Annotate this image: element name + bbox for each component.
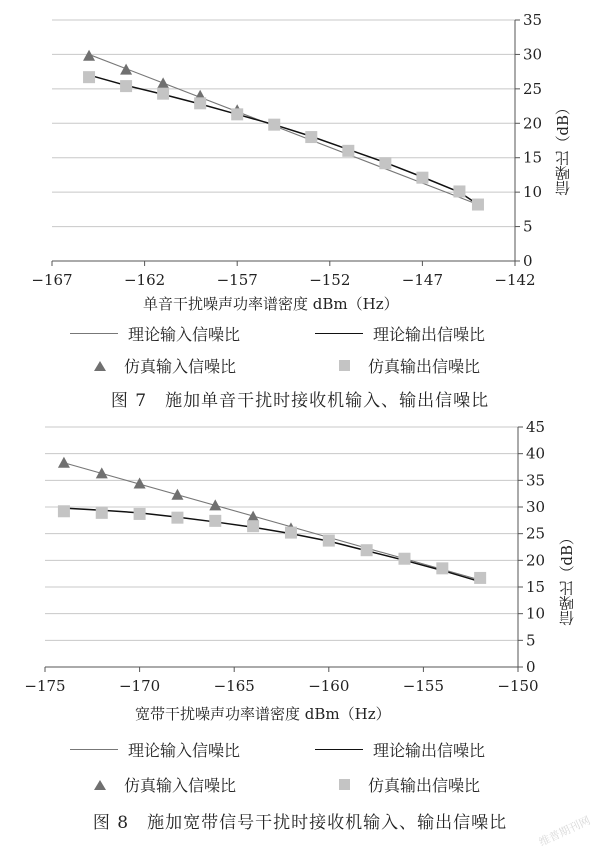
x-tick-label: −175 bbox=[24, 677, 66, 695]
sim-output-point bbox=[361, 544, 373, 556]
figure-8-caption: 图 8 施加宽带信号干扰时接收机输入、输出信噪比 bbox=[92, 813, 508, 833]
series-theory-output-line bbox=[64, 508, 480, 582]
y-tick-label: 5 bbox=[523, 217, 533, 236]
legend-label: 理论输入信噪比 bbox=[128, 325, 241, 344]
y-tick-label: 25 bbox=[523, 79, 543, 98]
sim-output-point bbox=[231, 108, 243, 120]
figure-7-caption: 图 7 施加单音干扰时接收机输入、输出信噪比 bbox=[110, 391, 490, 411]
sim-output-point bbox=[157, 88, 169, 100]
y-tick-label: 40 bbox=[526, 444, 546, 463]
x-tick-label: −152 bbox=[309, 271, 351, 289]
sim-output-point bbox=[474, 572, 486, 584]
watermark: 维普期刊网 bbox=[537, 813, 593, 849]
legend-label: 仿真输入信噪比 bbox=[124, 357, 237, 376]
chart-1-ylabel: 信噪比（dB） bbox=[554, 100, 572, 196]
legend-line-theory-output bbox=[315, 749, 363, 750]
legend-line-theory-output bbox=[315, 333, 363, 334]
sim-output-point bbox=[305, 131, 317, 143]
y-tick-label: 20 bbox=[523, 114, 543, 133]
y-tick-label: 10 bbox=[526, 604, 546, 623]
sim-output-point bbox=[268, 119, 280, 131]
legend-label: 理论输出信噪比 bbox=[373, 741, 486, 760]
triangle-icon bbox=[94, 780, 106, 790]
y-tick-label: 30 bbox=[526, 498, 546, 516]
sim-input-point bbox=[171, 489, 183, 500]
sim-output-point bbox=[453, 185, 465, 197]
x-tick-label: −150 bbox=[497, 677, 539, 695]
triangle-icon bbox=[94, 361, 106, 371]
square-icon bbox=[339, 779, 350, 790]
y-tick-label: 5 bbox=[526, 631, 536, 650]
sim-output-point bbox=[323, 535, 335, 547]
y-tick-label: 35 bbox=[526, 471, 546, 490]
sim-output-point bbox=[209, 515, 221, 527]
figure-7 bbox=[0, 0, 600, 420]
sim-input-point bbox=[58, 457, 70, 468]
x-tick-label: −167 bbox=[31, 271, 73, 289]
legend-theory-input bbox=[70, 738, 240, 761]
sim-output-point bbox=[96, 507, 108, 519]
legend-line-theory-input bbox=[70, 749, 118, 750]
legend-label: 仿真输出信噪比 bbox=[368, 776, 481, 795]
sim-input-point bbox=[247, 511, 259, 522]
y-tick-label: 30 bbox=[523, 45, 543, 64]
sim-output-point bbox=[194, 97, 206, 109]
sim-output-point bbox=[379, 157, 391, 169]
legend-line-theory-input bbox=[70, 333, 118, 334]
legend-label: 理论输出信噪比 bbox=[373, 325, 486, 344]
legend-sim-output bbox=[315, 354, 480, 377]
sim-output-point bbox=[247, 520, 259, 532]
chart-1-xlabel: 单音干扰噪声功率谱密度 dBm（Hz） bbox=[143, 295, 399, 313]
y-tick-label: 15 bbox=[523, 148, 543, 167]
legend-sim-input bbox=[70, 773, 236, 796]
sim-output-point bbox=[120, 80, 132, 92]
chart-2-ylabel: 信噪比（dB） bbox=[558, 530, 576, 626]
legend-sim-input bbox=[70, 354, 236, 377]
sim-input-point bbox=[209, 499, 221, 510]
square-icon bbox=[339, 360, 350, 371]
sim-output-point bbox=[416, 172, 428, 184]
sim-output-point bbox=[171, 512, 183, 524]
legend-label: 理论输入信噪比 bbox=[128, 741, 241, 760]
y-tick-label: 0 bbox=[523, 252, 533, 270]
sim-output-point bbox=[134, 508, 146, 520]
sim-output-point bbox=[398, 553, 410, 565]
x-tick-label: −162 bbox=[123, 271, 166, 289]
y-tick-label: 20 bbox=[526, 551, 546, 570]
series-theory-output-line bbox=[89, 75, 478, 204]
legend-label: 仿真输入信噪比 bbox=[124, 776, 237, 795]
y-tick-label: 25 bbox=[526, 524, 546, 543]
sim-output-point bbox=[58, 505, 70, 517]
legend-theory-output bbox=[315, 738, 485, 761]
y-tick-label: 0 bbox=[526, 658, 536, 676]
y-tick-label: 45 bbox=[526, 420, 546, 436]
sim-input-point bbox=[120, 64, 132, 75]
figure-8 bbox=[0, 420, 600, 849]
x-tick-label: −157 bbox=[216, 271, 258, 289]
sim-output-point bbox=[436, 562, 448, 574]
sim-output-point bbox=[472, 199, 484, 211]
x-tick-label: −142 bbox=[494, 271, 536, 289]
x-tick-label: −155 bbox=[402, 677, 445, 695]
y-tick-label: 10 bbox=[523, 183, 543, 202]
x-tick-label: −170 bbox=[118, 677, 161, 695]
legend-theory-input bbox=[70, 322, 240, 345]
sim-input-point bbox=[96, 467, 108, 478]
legend-theory-output bbox=[315, 322, 485, 345]
sim-input-point bbox=[83, 50, 95, 61]
x-tick-label: −160 bbox=[308, 677, 350, 695]
sim-output-point bbox=[285, 527, 297, 539]
y-tick-label: 15 bbox=[526, 578, 546, 596]
x-tick-label: −165 bbox=[213, 677, 255, 695]
legend-sim-output bbox=[315, 773, 480, 796]
sim-output-point bbox=[342, 145, 354, 157]
y-tick-label: 35 bbox=[523, 11, 543, 29]
sim-input-point bbox=[157, 77, 169, 88]
legend-label: 仿真输出信噪比 bbox=[368, 357, 481, 376]
sim-output-point bbox=[83, 71, 95, 83]
chart-2-xlabel: 宽带干扰噪声功率谱密度 dBm（Hz） bbox=[135, 705, 391, 723]
x-tick-label: −147 bbox=[401, 271, 444, 289]
